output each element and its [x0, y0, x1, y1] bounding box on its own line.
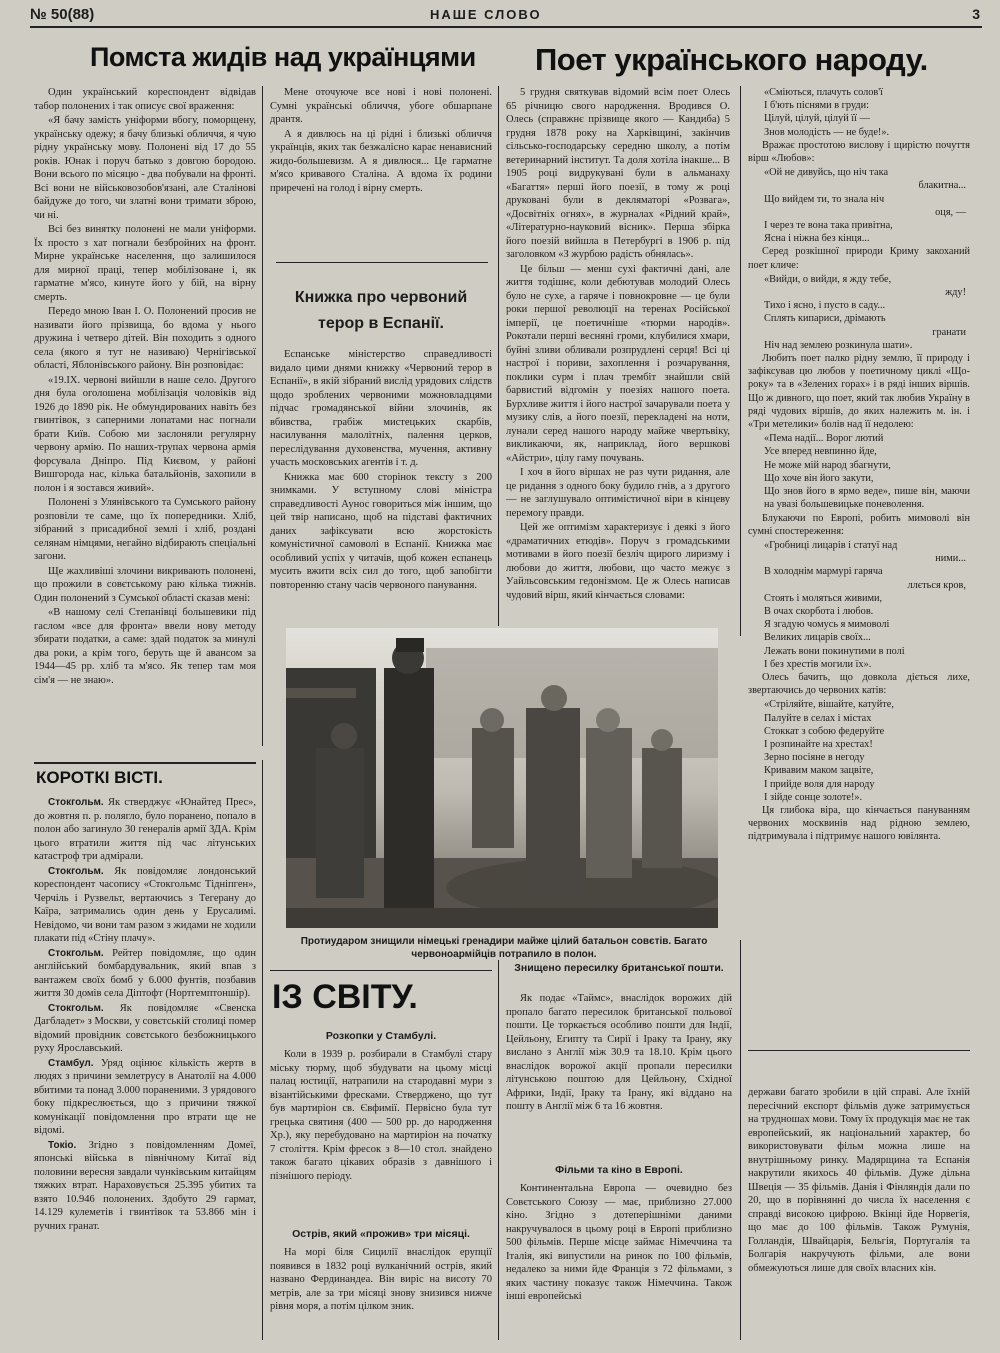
- paragraph: Ще жахливіші злочини викривають полонені, що прожили в совєтському раю кілька тижнів. Один полонений з Сумської області сказав мені:: [34, 565, 256, 604]
- news-text: Як повідомляє лондонський кореспондент часопису «Стокгольмс Тідніпген», Черчіль і Рузвельт, вертаючись з Тегерану до Каїра, затримались один день у Ерусалимі. Невідомо, чи вони там разом з жидами не ходили плакати під «Стіну плачу».: [34, 865, 256, 944]
- news-item: [34, 1057, 256, 1138]
- article-film-col4: [748, 1086, 970, 1336]
- paragraph: Еспанське міністерство справедливості видало цими днями книжку «Червоний терор в Еспанії», в якій зібраний вислід урядових слідств щодо зроблених червоними можновладцями підчас громадянської війни злочинів, як вбивства, грабіж мистецьких скарбів, насилування малолітніх, палення церков, переслідування духовенства, мучення, активну участь московських агентів і т. д.: [270, 349, 492, 468]
- poem-line: блакитна...: [918, 180, 966, 192]
- page-number: 3: [972, 6, 980, 22]
- poem-line: Зерно посіяне в негоду: [764, 752, 865, 764]
- column-divider: [740, 940, 741, 1340]
- column-divider: [740, 86, 741, 636]
- paragraph: держави багато зробили в цій справі. Але їхній пересічний експорт фільмів дуже затримується на трудношах мови. Тому їх продукція має не так европейський, як національний характер, бо використовувати фільм можна лише на внутрішньому ринку. Мадярщина та Еспанія накрутили якихось 40 фільмів. Дуже дільна Швеція — 35 фільмів. Данія і Фінляндія дали по 20, що в порівнянні до числа їх населення є справді високою цифрою. Вкінці йде Норвегія, що має до 100 фільмів. Також Румунія, Голландія, Швайцарія, Бельгія, Португалія та Болгарія накручують фільми, але вони обмежуються лише для своїх власних кін.: [748, 1087, 970, 1274]
- article-title-spain: Книжка про червоний терор в Еспанії.: [294, 289, 468, 332]
- poem-line: Що хоче він його закути,: [764, 472, 874, 484]
- news-item: [34, 1139, 256, 1234]
- poem-line: гранати: [932, 326, 966, 338]
- poem-line: Кривавим маком зацвіте,: [764, 765, 874, 777]
- news-city: Стокгольм.: [48, 865, 104, 877]
- newspaper-name: НАШЕ СЛОВО: [430, 7, 542, 22]
- soldiers-photo-image: [286, 628, 718, 928]
- poem-line: ними...: [935, 553, 966, 565]
- news-city: Стокгольм.: [48, 947, 104, 959]
- poem-line: жду!: [945, 287, 966, 299]
- paragraph: Блукаючи по Европі, робить мимоволі він сумні спостереження:: [748, 512, 970, 537]
- poem-line: Ясна і ніжна без кінця...: [764, 233, 870, 245]
- article-poet-col3: [506, 86, 730, 624]
- subtitle-island: Острів, який «прожив» три місяці.: [292, 1228, 470, 1240]
- column-divider: [262, 760, 263, 1340]
- paragraph: Коли в 1939 р. розбирали в Стамбулі стару міську тюрму, щоб збудувати на цьому місці палац юстиції, натрапили на стародавні мури з візантійськими фресками. Стверджено, що тут був мартиріон св. Євфимії. Первісно була тут грецька святиня (400 — 500 рр. до народження Хр.), яку перебудовано на мартиріон на початку 7 століття. Крім фресок з 8—10 стол. знайдено також багато цікавих образів з давнішого і пізнішого періоду.: [270, 1049, 492, 1182]
- poem-line: Стоять і моляться живими,: [764, 592, 883, 604]
- article-poet-col4: [748, 86, 970, 1036]
- article-island: [270, 1246, 492, 1342]
- article-spain: [270, 348, 492, 623]
- paragraph: 5 грудня святкував відомий всім поет Олесь 65 річницю свого народження. Вродився О. Олесь (справжнє прізвище якого — Кандиба) 5 грудня 1878 року на Харківщині, закінчив сільсько-господарську середню школу, а потім ветеринарний інститут. Та доля хотіла інакше... В 1905 році видрукувані були в альманаху «Багаття» перші його поезії, в тому ж році друковані були в декляматорі «Розвага», «Досвітніх огнях», в журналах «Рідний край», «Літературно-науковий вісник». Перша збірка його поезій вийшла в Петербургі в 1906 р. під заголовком «З журбою радість обнялась».: [506, 87, 730, 260]
- paragraph: Серед розкішної природи Криму закоханий поет кличе:: [748, 246, 970, 271]
- poem-line: «Сміються, плачуть солов'ї: [764, 87, 883, 98]
- poem-line: Тихо і ясно, і пусто в саду...: [764, 300, 886, 312]
- poem-line: «Вийди, о вийди, я жду тебе,: [764, 273, 892, 285]
- poem-line: Знов молодість — не буде!».: [764, 126, 890, 138]
- article-title-post: Знищено пересилку британської пошти.: [514, 962, 724, 974]
- poem-line: І без хрестів могили їх».: [764, 658, 872, 670]
- paragraph: А я дивлюсь на ці рідні і близькі обличчя українців, яких так безжалісно карає ненависний жидо-большевизм. А я дивлюся... Це гарматне м'ясо кривавого Сталіна. А вдома їх родини приречені на голод і вірну смерть.: [270, 128, 492, 194]
- paragraph: Континентальна Европа — очевидно без Совєтського Союзу — має, приблизно 27.000 кіно. Згідно з дотеперішніми даними накручувалося в цьому році в Европі приблизно 500 фільмів. Перше місце займає Німеччина та Італія, які випустили на ринок по 100 фільмів, недалеко за ними йде Франція з 72 фільмами, з яких частину показує також Німеччина. Також інші европейські: [506, 1183, 732, 1302]
- news-text: Рейтер повідомляє, що один англійський бомбардувальник, який впав з вантажем своїх бомб у 6.000 фунтів, позбавив життя 30 домів села Діптофт (Нортгемптоншір).: [34, 947, 256, 999]
- poem-line: І через те вона така привітна,: [764, 220, 893, 232]
- news-city: Стамбул.: [48, 1057, 94, 1069]
- paragraph: Любить поет палко рідну землю, її природу і зафіксував цю любов у поетичному циклі «Що-року» та в «Зелених горах» і в ряді інших віршів. Що ж дивного, що поет, який так любив Україну в ряді чудових віршів, до яких належить м. ін. і «Три метелики» болів над її недолею:: [748, 353, 970, 431]
- article-revenge-col2: [270, 86, 492, 254]
- issue-number: № 50(88): [30, 6, 95, 23]
- news-item: [34, 1002, 256, 1056]
- news-text: Уряд оцінює кількість жертв в людях з причини землетрусу в Анатолії на 4.000 вбитими та понад 3.000 пораненими. З урядового боку підкреслюється, що з причини тяжкої комунікації повідомлення про втрати ще не відомі.: [34, 1057, 256, 1136]
- news-section-title: КОРОТКІ ВІСТІ.: [36, 768, 163, 787]
- column-divider: [498, 960, 499, 1340]
- poem-line: Усе вперед невпинно йде,: [764, 446, 877, 458]
- poem-line: «Пема надії... Ворог лютий: [764, 433, 884, 445]
- paragraph: Один український кореспондент відвідав табор полонених і так описує свої враження:: [34, 87, 256, 112]
- poem-line: Що знов його в ярмо веде», пише він, маючи на увазі большевицьке поневолення.: [764, 486, 970, 511]
- poem-line: І б'ють піснями в груди:: [764, 100, 869, 112]
- subtitle-istanbul: Розкопки у Стамбулі.: [325, 1030, 437, 1042]
- divider: [270, 970, 492, 971]
- poem-line: Палуйте в селах і містах: [764, 712, 872, 724]
- poem-line: Не може мій народ збагнути,: [764, 459, 891, 471]
- poem-line: Цілуй, цілуй, цілуй її —: [764, 113, 870, 125]
- paragraph: Всі без винятку полонені не мали уніформи. Їх просто з хат погнали безбройних на фронт. Мирне українське населення, що залишилося для мирної праці, тепер мобілізоване і, як гарматне м'ясо, кинуте його у бій, на вірну смерть.: [34, 224, 256, 303]
- photo-caption: Протиударом знищили німецькі гренадири майже цілий батальон совєтів. Багато червоноармійців потрапило в полон.: [300, 936, 708, 960]
- poem-line: Я згадую чомусь я мимоволі: [764, 619, 890, 631]
- article-revenge-col1: [34, 86, 256, 751]
- poem-line: «Ой не дивуйсь, що ніч така: [764, 167, 889, 179]
- header-rule: [30, 26, 982, 28]
- poem-line: Лежать вони покинутими в полі: [764, 645, 905, 657]
- paragraph: Як подає «Таймс», внаслідок ворожих дій пропало багато пересилок британської польової пошти. Це торкається особливо пошти для Індії, Цейльону, Египту та Сирії і Іраку та Ірану, яку вислано з Англії між 30.9 та 18.10. Крім цього внаслідок ворожої акції пропали пересилки літунською поштою для Цейльону, Східної Африки, Індії, Іраку та Ірану, які віддано на пошту в Англії між 6 та 16 жовтня.: [506, 993, 732, 1112]
- news-item: [34, 796, 256, 864]
- paragraph: На морі біля Сицилії внаслідок ерупції появився в 1832 році вулканічний острів, який названо Фердинандеа. Він виріс на висоту 70 метрів, але за три місяці знову знизився нижче рівня моря, а потім цілком зник.: [270, 1247, 492, 1312]
- paragraph: І хоч в його віршах не раз чути ридання, але це ридання з одного боку будило гнів, а з другого — не заглушувало оптимістичної віри в кінцеву перемогу правди.: [506, 467, 730, 519]
- poem-line: Що вийдем ти, то знала ніч: [764, 193, 885, 205]
- poem-line: «Гробниці лицарів і статуї над: [764, 539, 898, 551]
- poem-line: оця, —: [935, 206, 966, 218]
- news-text: Згідно з повідомленням Домеї, японські війська в північному Китаї від половини вересня завдали чунківським китайцям тяжких втрат. Нараховується 25.395 убитих та взято 10.946 полонених. Здобуто 29 гармат, 14.129 кулеметів і гвинтівок та 53.866 мін і ручних гранат.: [34, 1139, 256, 1232]
- poem-line: ллється кров,: [907, 579, 966, 591]
- poem-line: Ніч над землею розкинула шати».: [764, 339, 913, 351]
- news-column: [34, 796, 256, 1341]
- poem-line: І зійде сонце золоте!».: [764, 791, 863, 803]
- page-header: [30, 4, 980, 24]
- paragraph: Олесь бачить, що довкола діється лихе, звертаючись до червоних катів:: [748, 671, 970, 697]
- news-text: Як повідомляє «Свенска Дагбладет» з Москви, у совєтській столиці помер відомий провідник совєтського безбожницького руху Ярославський.: [34, 1002, 256, 1054]
- war-photo: [286, 628, 718, 928]
- poem-line: І розпинайте на хрестах!: [764, 738, 873, 750]
- paragraph: Передо мною Іван І. О. Полонений просив не називати його прізвища, бо вдома у нього дружина і четверо дітей. Він походить з одного села (якого я тут не називаю) Чернігівської області, Яблонівського району. Він розповідає:: [34, 306, 256, 371]
- poem-line: Стоккат з собою федеруйте: [764, 725, 885, 737]
- poem-line: В холоднім мармурі гаряча: [764, 566, 883, 578]
- paragraph: «19.IX. червоні вийшли в наше село. Другого дня була оголошена мобілізація чоловіків від 1926 до 1890 рік. Не обмундированих навіть без гвинтівок, з саперними лопатами нас погнали брати Київ. Собою ми заслоняли регулярну червону армію. По наших-трупах червона армія форсувала Дніпро. Під Києвом, у районі Вишгорода нас, кілька батальйонів, захопили в полон і я зостався живий».: [34, 374, 256, 494]
- divider: [748, 1050, 970, 1051]
- poem-line: «Стріляйте, вішайте, катуйте,: [764, 699, 894, 711]
- paragraph: Цей же оптимізм характеризує і деякі з його «драматичних етюдів». Поруч з громадськими мотивами в його поезії безліч щирого лиризму і любови до життя, любови, що часто межує з Уайльсовським гедонізмом. Це ж Олесь написав чудовий вірш, який кінчається словами:: [506, 522, 730, 601]
- article-title-revenge: Помста жидів над українцями: [90, 42, 476, 72]
- poem-line: І прийде воля для народу: [764, 778, 875, 790]
- column-divider: [498, 86, 499, 626]
- poem-line: Сплять кипариси, дрімають: [764, 313, 886, 325]
- paragraph: «В нашому селі Степанівці большевики під гаслом «все для фронта» ввели нову методу збирати податки, а саме: здай податок за минулі два роки, а крім того, беруть ще й авансом за 1944—45 рр. хліб та м'ясо. Як тепер там моя сім'я — не знаю».: [34, 607, 256, 686]
- article-film-col3: [506, 1182, 732, 1342]
- divider: [34, 762, 256, 764]
- paragraph: Мене оточуюче все нові і нові полонені. Сумні українські обличчя, убоге обшарпане дрантя.: [270, 87, 492, 125]
- world-section-title: ІЗ СВІТУ.: [272, 978, 418, 1016]
- column-divider: [262, 86, 263, 746]
- paragraph: Це більш — менш сухі фактичні дані, але життя тодішнє, коли дебютував молодий Олесь було не сухе, а гаряче і повнокровне — це були роки першої революції на теренах Російської імперії, це поетичніше «тюрми народів». Рокотали перші весняні громи, клубилися хмари, буйні зливи обливали розпрудлені серця! Всі ці настрої і пориви, захоплення і розчарування, поклики сурм і плач трембіт знайшли свій барвистий відгомін у поезіях нашого поета. Бурхливе життя і його настрої зачарували поета у музику слів, а його поезії, перекладені на ноти, лунали серед нашого народу майже чвертьвіку, викликаючи, як, наприклад, його вершкові «Айстри», цілу гаму почувань.: [506, 263, 730, 464]
- news-item: [34, 865, 256, 946]
- news-city: Стокгольм.: [48, 1002, 104, 1014]
- article-post: [506, 992, 732, 1162]
- news-city: Стокгольм.: [48, 797, 104, 808]
- news-text: Як стверджує «Юнайтед Прес», до жовтня п. р. полягло, було поранено, попало в полон або загинуло 30 генералів армії ЗДА. Крім цього втратили життя під час літунських катастроф три адмірали.: [34, 797, 256, 862]
- paragraph: «Я бачу замість уніформи вбогу, поморщену, українську одежу; я бачу близькі обличчя, я чую рідну українську мову. Полонені від 17 до 55 років. Юнак і поруч батько з довгою бородою. Вони всього по місяцю - два побували на фронті. Всі вони не військовозобов'язані, але Сталінові байдуже до того, чи златні вони тримати зброю, чи ні.: [34, 115, 256, 221]
- divider: [276, 262, 488, 263]
- news-item: [34, 947, 256, 1001]
- article-title-poet: Поет українського народу.: [535, 42, 928, 77]
- article-istanbul: [270, 1048, 492, 1226]
- paragraph: Ця глибока віра, що кінчається пануванням червоних москвинів над рідною землею, підтримувала і підтримує нашого ювілянта.: [748, 804, 970, 843]
- paragraph: Полонені з Улянівського та Сумського району розповіли те саме, що їх попередники. Хліб, зібраний з присадибної землі і хліб, роздані селянам німцями, негайно відбирають спеціальні загони.: [34, 497, 256, 562]
- poem-line: Великих лицарів своїх...: [764, 632, 871, 644]
- news-city: Токіо.: [48, 1139, 77, 1151]
- paragraph: Вражає простотою вислову і щирістю почуття вірш «Любов»:: [748, 139, 970, 165]
- article-title-film: Фільми та кіно в Европі.: [555, 1164, 683, 1176]
- poem-line: В очах скорбота і любов.: [764, 605, 874, 617]
- paragraph: Книжка має 600 сторінок тексту з 200 знимками. У вступному слові міністра справедливості Аунос говориться між іншим, що цей твір написано, щоб на підставі фактичних даних зафіксувати всю жорстокість комуністичної самоволі в Еспанії. Книжка має особливий успіх у читачів, щоб кожен еспанець мусить вжити всіх сил до того, щоб запобігти повторенню стану часів червоного панування.: [270, 471, 492, 591]
